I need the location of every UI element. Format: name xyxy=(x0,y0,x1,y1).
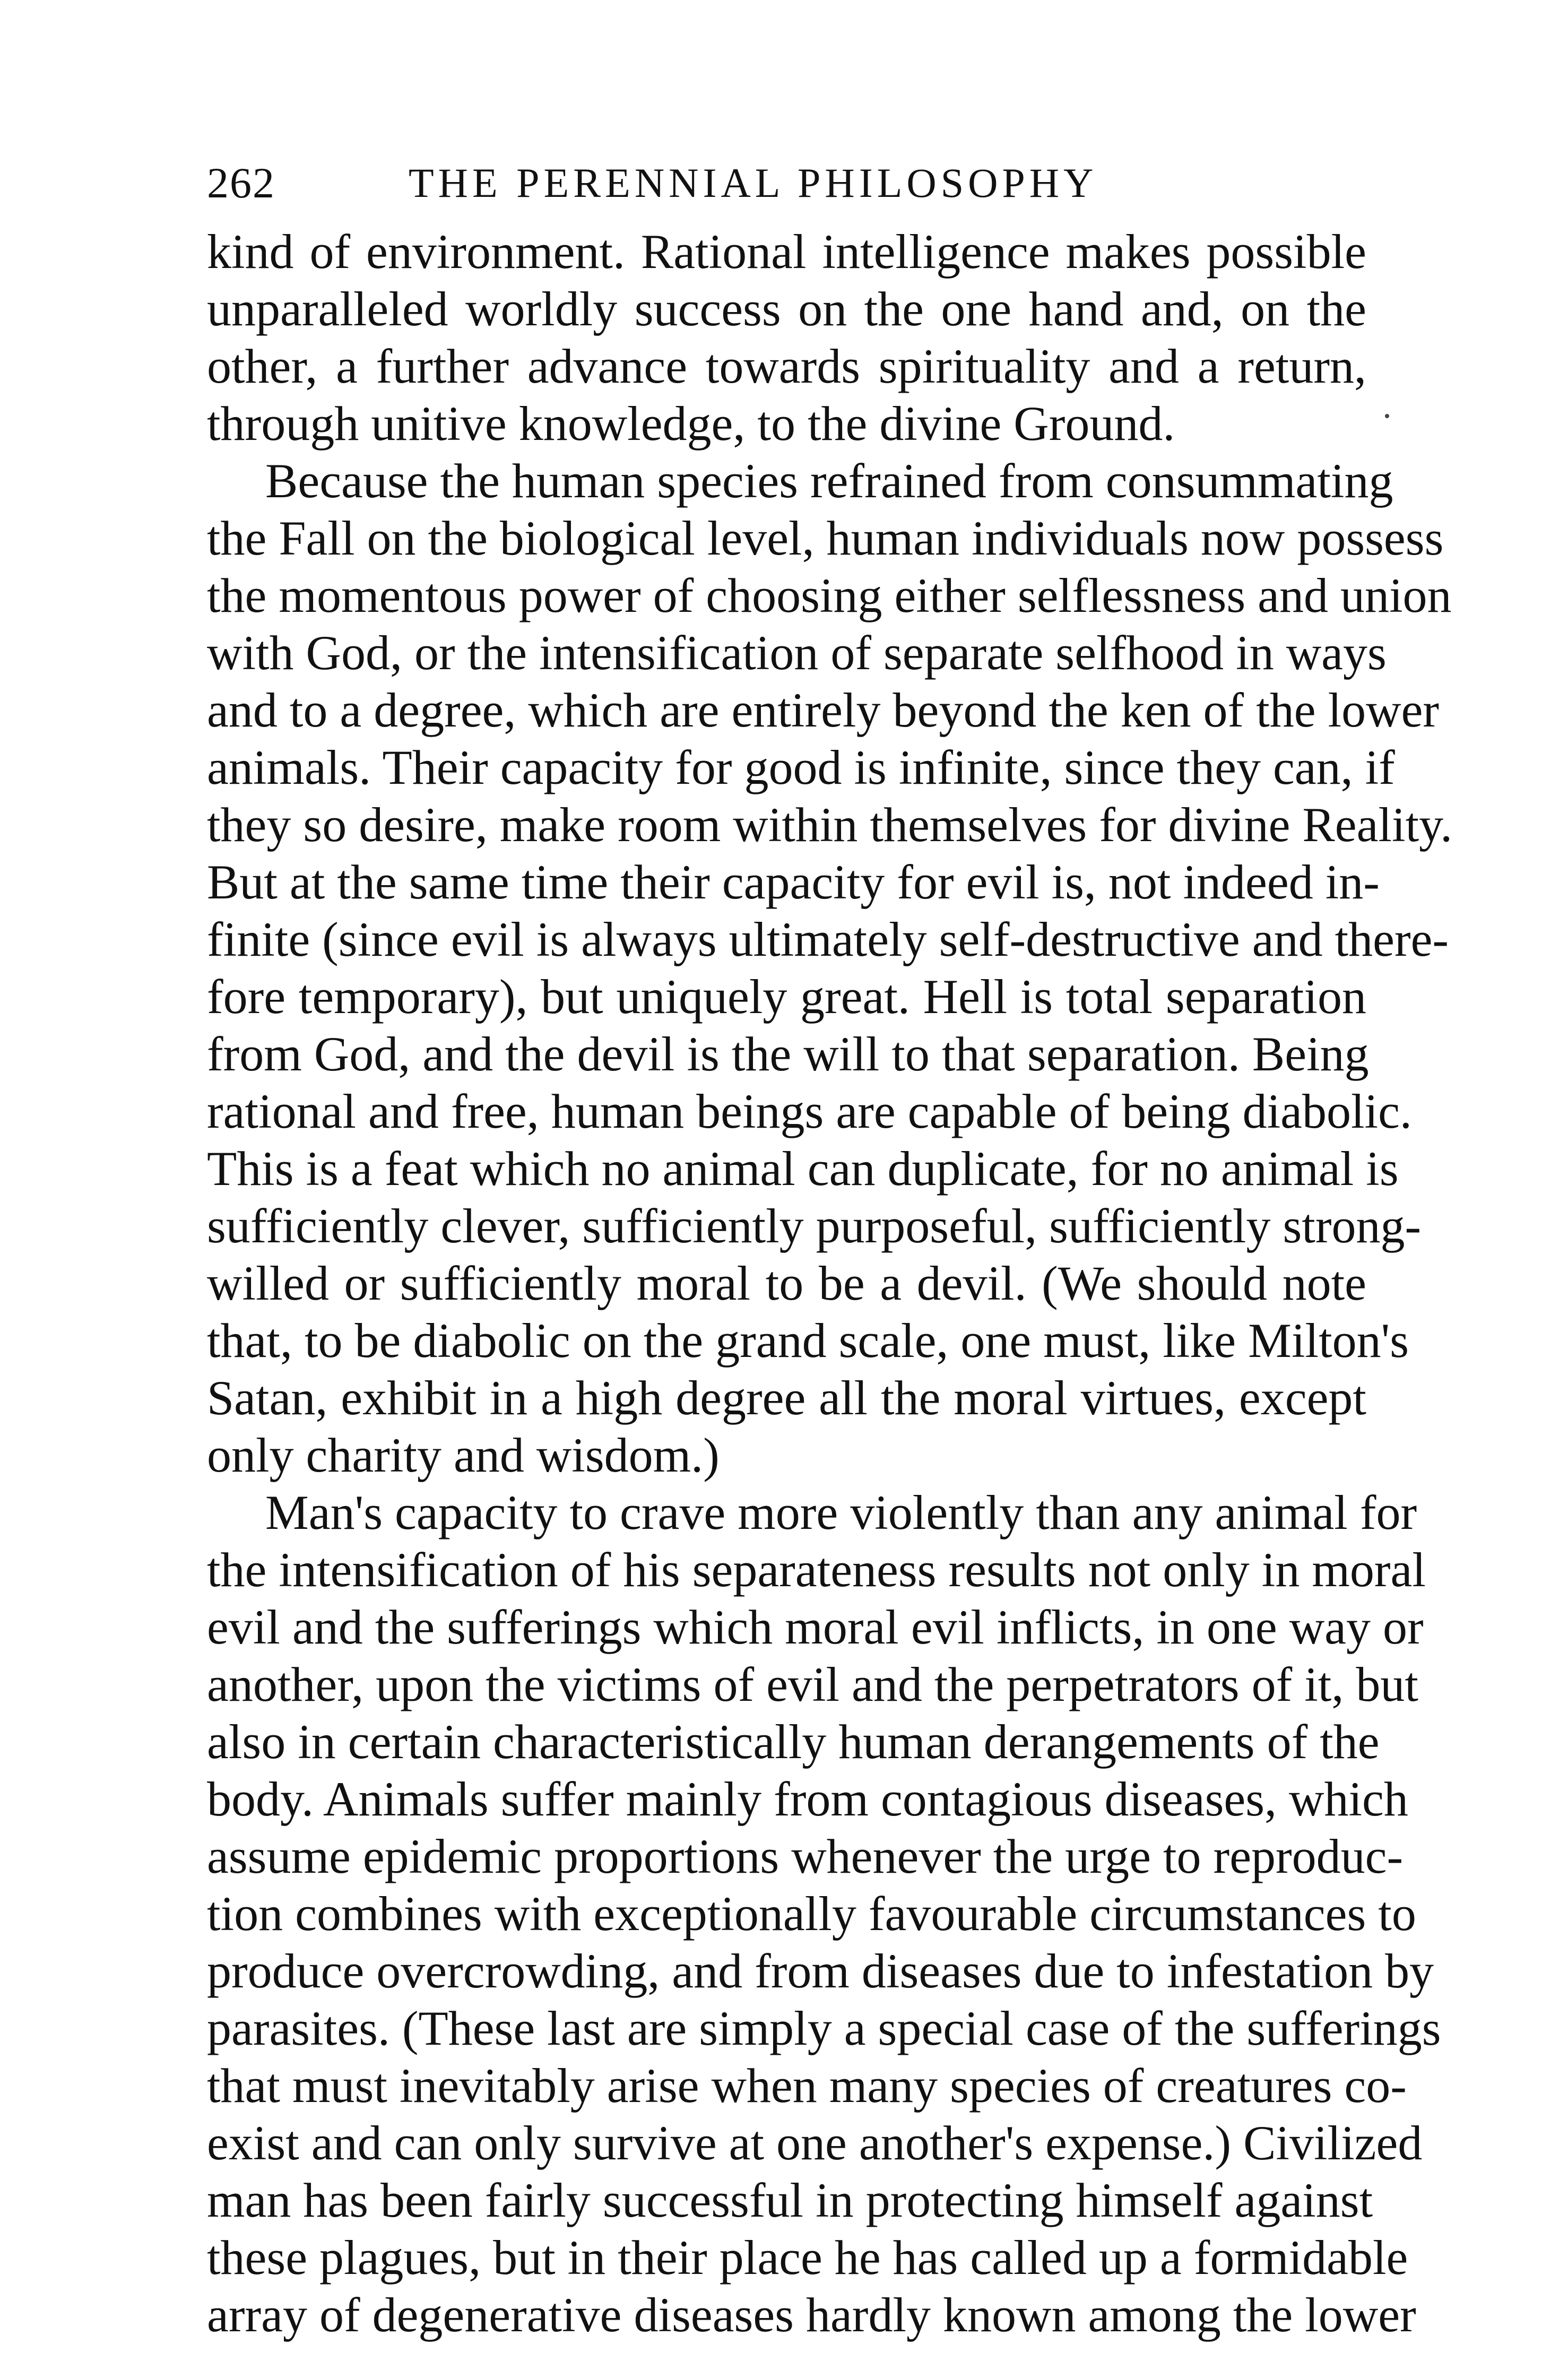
text-line: rational and free, human beings are capable of being diabolic. xyxy=(207,1084,1412,1138)
text-line: the intensification of his separateness results not only in moral xyxy=(207,1543,1426,1597)
text-line: Satan, exhibit in a high degree all the moral virtues, except xyxy=(207,1371,1366,1425)
paragraph-2 xyxy=(207,452,1453,1484)
text-line: Man's capacity to crave more violently than any animal for xyxy=(265,1485,1417,1539)
running-head xyxy=(207,154,1366,212)
text-line: only charity and wisdom.) xyxy=(207,1428,720,1482)
text-line: exist and can only survive at one another's expense.) Civilized xyxy=(207,2116,1423,2170)
text-line: from God, and the devil is the will to that separation. Being xyxy=(207,1027,1369,1081)
text-line: that must inevitably arise when many species of creatures co- xyxy=(207,2058,1407,2113)
paragraph-1 xyxy=(207,223,1366,452)
text-line: that, to be diabolic on the grand scale, one must, like Milton's xyxy=(207,1313,1409,1368)
text-line: fore temporary), but uniquely great. Hell is total separation xyxy=(207,970,1366,1024)
text-line: willed or sufficiently moral to be a devil. (We should note xyxy=(207,1256,1366,1310)
text-line: But at the same time their capacity for evil is, not indeed in- xyxy=(207,855,1380,909)
text-line: evil and the sufferings which moral evil inflicts, in one way or xyxy=(207,1600,1424,1654)
text-line: other, a further advance towards spirituality and a return, xyxy=(207,339,1366,393)
text-line: these plagues, but in their place he has called up a formidable xyxy=(207,2230,1408,2285)
page-number: 262 xyxy=(207,159,275,207)
text-line: another, upon the victims of evil and the perpetrators of it, but xyxy=(207,1657,1418,1711)
text-line: produce overcrowding, and from diseases due to infestation by xyxy=(207,1944,1434,1998)
text-line: This is a feat which no animal can duplicate, for no animal is xyxy=(207,1141,1399,1196)
text-line: assume epidemic proportions whenever the urge to reproduc- xyxy=(207,1829,1404,1883)
text-line: Because the human species refrained from consummating xyxy=(265,454,1393,508)
paragraph-3 xyxy=(207,1484,1441,2343)
text-line: and to a degree, which are entirely beyond the ken of the lower xyxy=(207,683,1440,737)
text-line: array of degenerative diseases hardly known among the lower xyxy=(207,2288,1416,2342)
text-line: the momentous power of choosing either selflessness and union xyxy=(207,568,1452,622)
text-line: also in certain characteristically human derangements of the xyxy=(207,1715,1380,1769)
text-line: man has been fairly successful in protecting himself against xyxy=(207,2173,1373,2227)
text-line: they so desire, make room within themselves for divine Reality. xyxy=(207,798,1453,852)
text-line: kind of environment. Rational intelligence makes possible xyxy=(207,224,1366,279)
body-text xyxy=(207,223,1453,2342)
text-line: sufficiently clever, sufficiently purposeful, sufficiently strong- xyxy=(207,1199,1422,1253)
text-line: unparalleled worldly success on the one hand and, on the xyxy=(207,282,1366,336)
speck-mark xyxy=(1385,414,1389,418)
text-line: the Fall on the biological level, human individuals now possess xyxy=(207,511,1444,565)
running-title: THE PERENNIAL PHILOSOPHY xyxy=(409,160,1098,206)
text-line: parasites. (These last are simply a special case of the sufferings xyxy=(207,2001,1441,2055)
text-line: body. Animals suffer mainly from contagious diseases, which xyxy=(207,1772,1408,1826)
text-line: through unitive knowledge, to the divine Ground. xyxy=(207,396,1175,451)
text-line: animals. Their capacity for good is infinite, since they can, if xyxy=(207,740,1395,794)
text-line: tion combines with exceptionally favourable circumstances to xyxy=(207,1887,1416,1941)
text-line: with God, or the intensification of separate selfhood in ways xyxy=(207,626,1387,680)
text-line: finite (since evil is always ultimately self-destructive and there- xyxy=(207,912,1449,966)
